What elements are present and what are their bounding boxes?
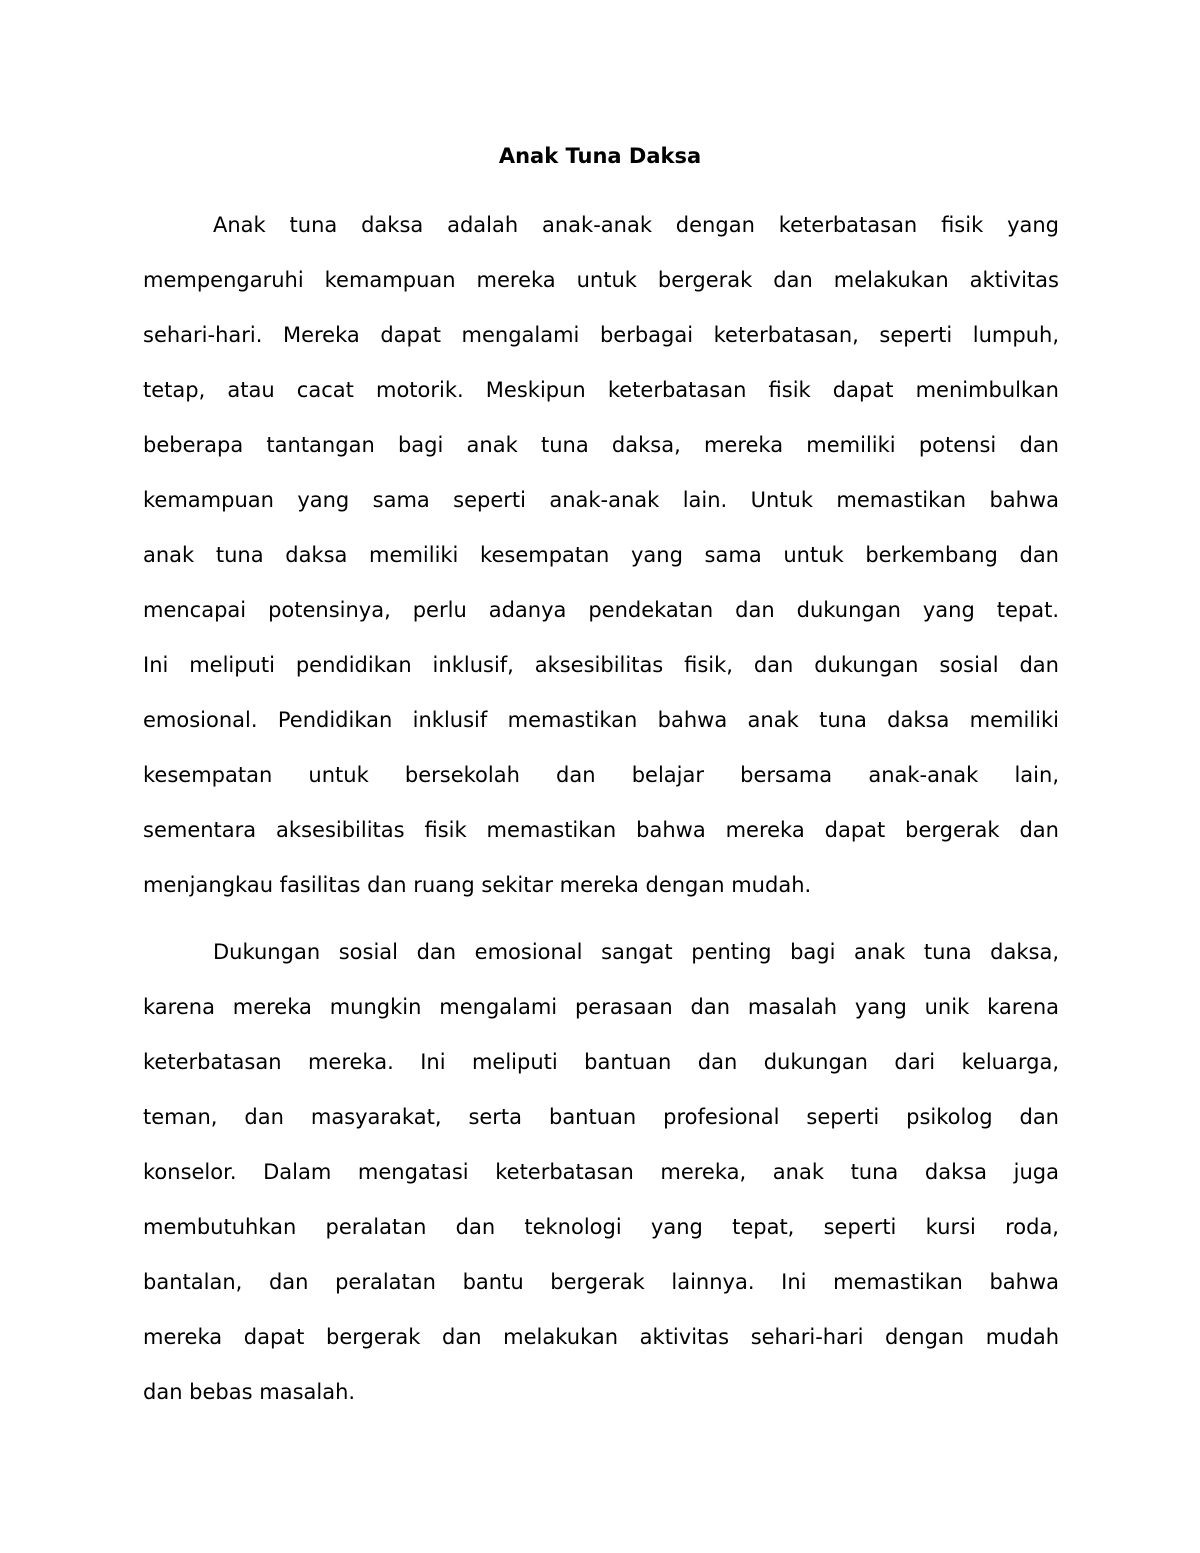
- paragraph-line: bantalan, dan peralatan bantu bergerak lainnya. Ini memastikan bahwa: [143, 1270, 1059, 1294]
- paragraph-line: menjangkau fasilitas dan ruang sekitar mereka dengan mudah.: [143, 873, 812, 897]
- paragraph-line: keterbatasan mereka. Ini meliputi bantuan dan dukungan dari keluarga,: [143, 1050, 1059, 1074]
- paragraph-line: beberapa tantangan bagi anak tuna daksa, mereka memiliki potensi dan: [143, 433, 1059, 457]
- paragraph-line: emosional. Pendidikan inklusif memastikan bahwa anak tuna daksa memiliki: [143, 708, 1059, 732]
- paragraph-line: tetap, atau cacat motorik. Meskipun keterbatasan fisik dapat menimbulkan: [143, 378, 1059, 402]
- paragraph-line: kemampuan yang sama seperti anak-anak lain. Untuk memastikan bahwa: [143, 488, 1059, 512]
- paragraph-line: konselor. Dalam mengatasi keterbatasan mereka, anak tuna daksa juga: [143, 1160, 1059, 1184]
- paragraph-line: dan bebas masalah.: [143, 1380, 356, 1404]
- paragraph-line: Ini meliputi pendidikan inklusif, aksesibilitas fisik, dan dukungan sosial dan: [143, 653, 1059, 677]
- paragraph-line: Dukungan sosial dan emosional sangat penting bagi anak tuna daksa,: [213, 940, 1059, 964]
- paragraph-line: sementara aksesibilitas fisik memastikan bahwa mereka dapat bergerak dan: [143, 818, 1059, 842]
- paragraph-line: mereka dapat bergerak dan melakukan aktivitas sehari-hari dengan mudah: [143, 1325, 1059, 1349]
- paragraph-line: teman, dan masyarakat, serta bantuan profesional seperti psikolog dan: [143, 1105, 1059, 1129]
- paragraph-line: kesempatan untuk bersekolah dan belajar bersama anak-anak lain,: [143, 763, 1059, 787]
- paragraph-line: karena mereka mungkin mengalami perasaan dan masalah yang unik karena: [143, 995, 1059, 1019]
- paragraph-line: anak tuna daksa memiliki kesempatan yang sama untuk berkembang dan: [143, 543, 1059, 567]
- paragraph-line: membutuhkan peralatan dan teknologi yang tepat, seperti kursi roda,: [143, 1215, 1059, 1239]
- paragraph-line: sehari-hari. Mereka dapat mengalami berbagai keterbatasan, seperti lumpuh,: [143, 323, 1059, 347]
- paragraph-line: mempengaruhi kemampuan mereka untuk bergerak dan melakukan aktivitas: [143, 268, 1059, 292]
- document-title: Anak Tuna Daksa: [498, 144, 702, 168]
- paragraph-1: [143, 198, 1059, 913]
- paragraph-line: mencapai potensinya, perlu adanya pendekatan dan dukungan yang tepat.: [143, 598, 1059, 622]
- paragraph-2: [143, 925, 1059, 1420]
- paragraph-line: Anak tuna daksa adalah anak-anak dengan keterbatasan fisik yang: [213, 213, 1059, 237]
